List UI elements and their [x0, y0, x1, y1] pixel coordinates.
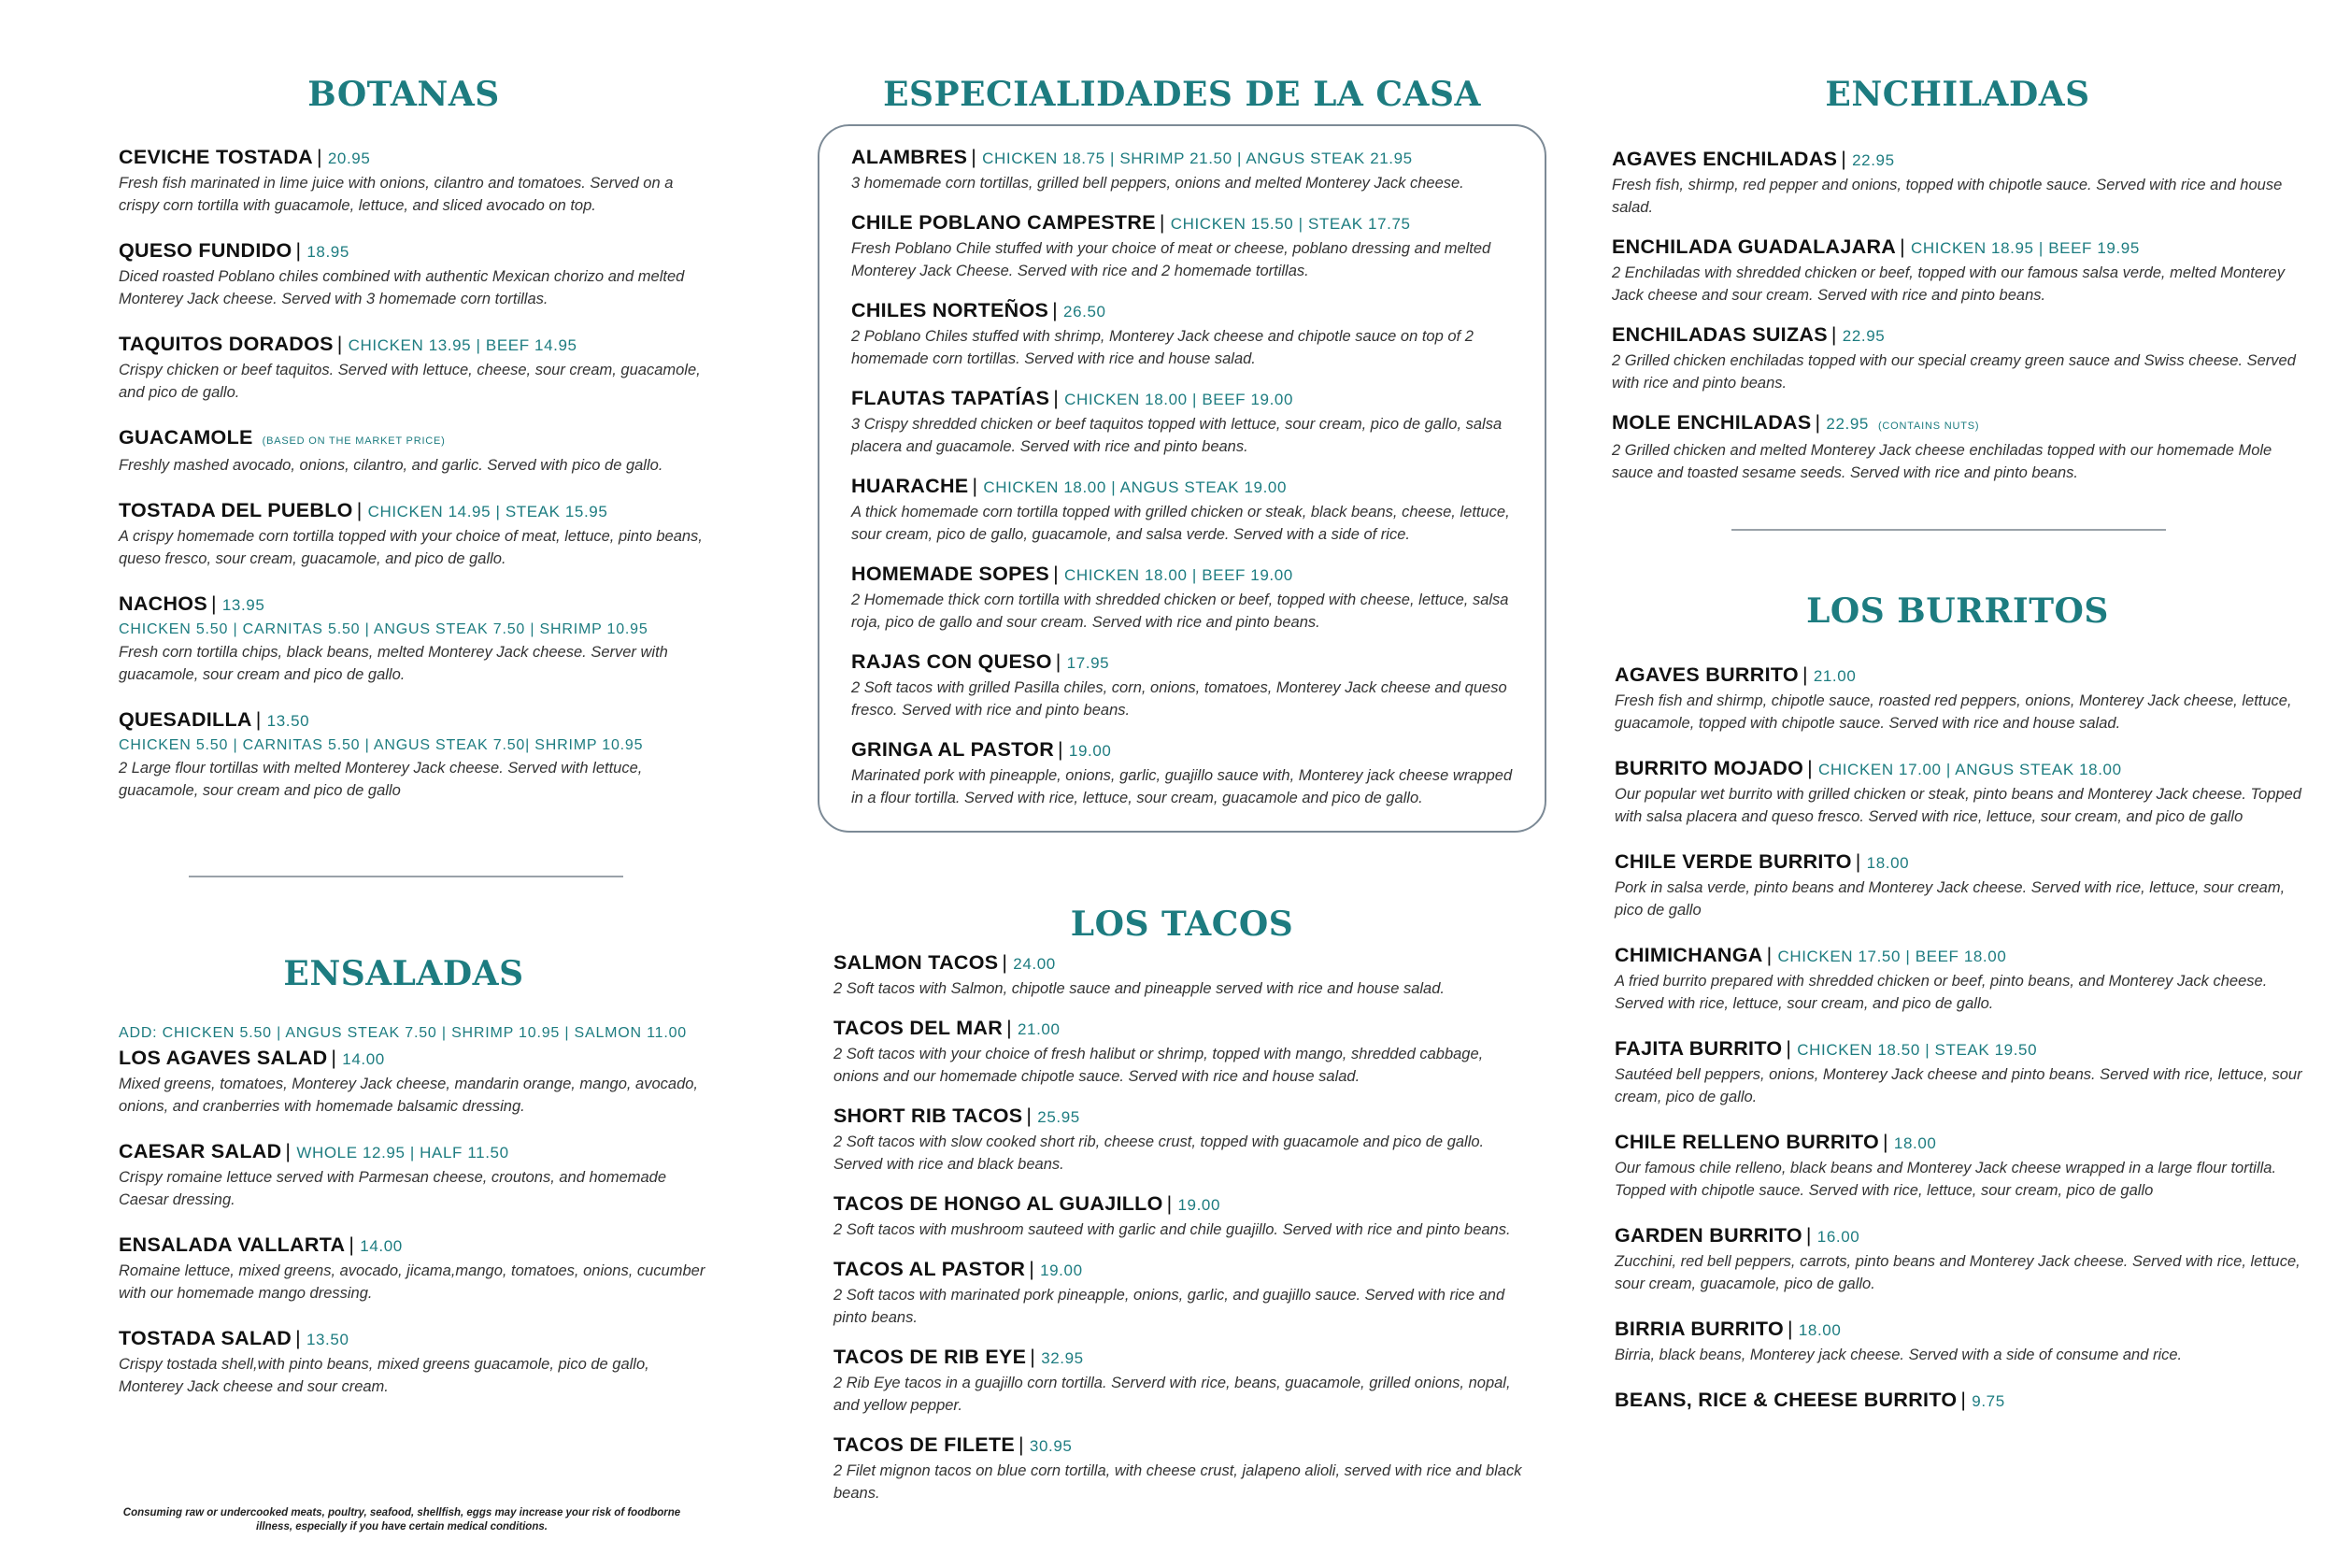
menu-item — [119, 144, 717, 217]
menu-item-price: 22.95 — [1852, 151, 1895, 169]
menu-item — [851, 297, 1524, 370]
divider — [189, 876, 623, 877]
separator: | — [349, 1233, 355, 1256]
menu-item-description: 2 Soft tacos with slow cooked short rib, cheese crust, topped with guacamole and pico de gallo. Served with rice and black beans. — [833, 1133, 1485, 1173]
menu-item-header — [833, 1256, 1525, 1284]
menu-item-description: Fresh fish and shirmp, chipotle sauce, roasted red peppers, onions, Monterey Jack cheese, lettuce, guacamole, topped with chipotle sauce. Served with rice and house salad. — [1615, 692, 2292, 732]
menu-item-price: 26.50 — [1063, 303, 1106, 321]
menu-item-name: MOLE ENCHILADAS — [1612, 411, 1812, 434]
menu-item-price: 30.95 — [1029, 1437, 1073, 1455]
menu-item-header — [119, 331, 717, 359]
menu-item-description: Our famous chile relleno, black beans and Monterey Jack cheese wrapped in a large flour tortilla. Topped with chipotle sauce. Served with rice, lettuce, sour cream, pico de gallo — [1615, 1160, 2277, 1199]
separator: | — [1900, 235, 1905, 258]
menu-item — [119, 1138, 717, 1211]
menu-item-name: CHILE VERDE BURRITO — [1615, 850, 1852, 873]
menu-item — [119, 1232, 717, 1304]
divider — [1731, 529, 2166, 531]
separator: | — [1960, 1389, 1967, 1411]
footer-disclaimer: Consuming raw or undercooked meats, poultry, seafood, shellfish, eggs may increase your risk of foodborne illness, especially if you have certain medical conditions. — [122, 1507, 681, 1532]
menu-item-header — [851, 561, 1524, 589]
menu-item — [119, 237, 717, 310]
menu-item-header — [851, 736, 1524, 764]
menu-item-name: TAQUITOS DORADOS — [119, 333, 334, 355]
menu-item-name: NACHOS — [119, 592, 207, 615]
menu-item-price: 22.95 — [1826, 415, 1869, 433]
menu-item — [119, 331, 717, 404]
menu-item-description: 2 Soft tacos with grilled Pasilla chiles, corn, onions, tomatoes, Monterey Jack cheese and queso fresco. Served with rice and pinto beans. — [851, 679, 1507, 719]
menu-item — [1615, 942, 2315, 1015]
menu-item-note: (BASED ON THE MARKET PRICE) — [262, 435, 446, 447]
menu-item — [1615, 848, 2315, 921]
menu-item-name: TACOS DE RIB EYE — [833, 1346, 1027, 1368]
menu-item-price: 13.95 — [221, 596, 265, 614]
tacos-heading: LOS TACOS — [1070, 905, 1294, 944]
ensaladas-section — [119, 1022, 717, 1418]
menu-item-price: 18.00 — [1798, 1321, 1842, 1339]
menu-item-price: 32.95 — [1041, 1349, 1084, 1367]
menu-item-name: ENSALADA VALLARTA — [119, 1233, 346, 1256]
menu-item-price: CHICKEN 14.95 | STEAK 15.95 — [367, 503, 608, 520]
menu-item-name: TACOS DEL MAR — [833, 1017, 1004, 1039]
menu-item — [833, 1432, 1525, 1504]
menu-item-price: CHICKEN 18.00 | ANGUS STEAK 19.00 — [983, 478, 1288, 496]
menu-item-price: 9.75 — [1972, 1392, 2005, 1410]
separator: | — [295, 1327, 301, 1349]
menu-item-description: Fresh corn tortilla chips, black beans, melted Monterey Jack cheese. Server with guacamole, sour cream and pico de gallo. — [119, 644, 668, 683]
menu-item-header — [119, 144, 717, 172]
menu-item-price: 18.95 — [306, 243, 349, 261]
menu-item-header — [119, 591, 717, 619]
separator: | — [1006, 1017, 1012, 1039]
ensaladas-list — [119, 1045, 717, 1398]
separator: | — [1018, 1433, 1024, 1456]
menu-item-description: 2 Soft tacos with marinated pork pineapple, onions, garlic, and guajillo sauce. Served with rice and pinto beans. — [833, 1287, 1505, 1326]
menu-item-description: Our popular wet burrito with grilled chicken or steak, pinto beans and Monterey Jack cheese. Topped with salsa placera and queso fresco. Served with rice, lettuce, sour cream, and pico de gallo — [1615, 786, 2301, 825]
menu-item-price: 25.95 — [1037, 1108, 1080, 1126]
menu-item-header — [851, 473, 1524, 501]
menu-item-description: A crispy homemade corn tortilla topped with your choice of meat, lettuce, pinto beans, queso fresco, sour cream, guacamole, and pico de gallo. — [119, 528, 703, 567]
menu-item-price: CHICKEN 17.00 | ANGUS STEAK 18.00 — [1817, 761, 2122, 778]
menu-item-header — [851, 649, 1524, 677]
menu-item-name: RAJAS CON QUESO — [851, 650, 1052, 673]
menu-item-name: AGAVES ENCHILADAS — [1612, 148, 1838, 170]
menu-item-description: 2 Poblano Chiles stuffed with shrimp, Monterey Jack cheese and chipotle sauce on top of 2 homemade corn tortillas. Served with rice and house salad. — [851, 328, 1474, 367]
menu-item-header — [119, 497, 717, 525]
menu-item — [851, 649, 1524, 721]
menu-item-price: 18.00 — [1866, 854, 1910, 872]
menu-item-name: BIRRIA BURRITO — [1615, 1318, 1784, 1340]
menu-item — [1612, 234, 2303, 306]
separator: | — [1802, 663, 1808, 686]
menu-item-description: Crispy tostada shell,with pinto beans, mixed greens guacamole, pico de gallo, Monterey Jack cheese and sour cream. — [119, 1356, 649, 1395]
menu-item-description: Romaine lettuce, mixed greens, avocado, jicama,mango, tomatoes, onions, cucumber with our homemade mango dressing. — [119, 1262, 705, 1302]
menu-item-price: 17.95 — [1066, 654, 1110, 672]
menu-item — [833, 1015, 1525, 1088]
menu-item-description: 2 Grilled chicken enchiladas topped with our special creamy green sauce and Swiss cheese. Served with rice and pinto beans. — [1612, 352, 2296, 392]
menu-item-price: 20.95 — [327, 150, 371, 167]
menu-item-header — [1615, 1035, 2315, 1063]
menu-item-name: CAESAR SALAD — [119, 1140, 282, 1162]
menu-item-price: 24.00 — [1013, 955, 1056, 973]
menu-item-price: 22.95 — [1842, 327, 1886, 345]
menu-item-name: TACOS DE FILETE — [833, 1433, 1016, 1456]
separator: | — [972, 475, 978, 497]
menu-item-description: Crispy chicken or beef taquitos. Served with lettuce, cheese, sour cream, guacamole, and pico de gallo. — [119, 362, 701, 401]
menu-item-name: TACOS AL PASTOR — [833, 1258, 1026, 1280]
menu-item — [851, 473, 1524, 546]
menu-item-header — [1615, 1387, 2315, 1415]
menu-item — [1612, 321, 2303, 394]
menu-item-name: HUARACHE — [851, 475, 969, 497]
menu-item-price: CHICKEN 15.50 | STEAK 17.75 — [1170, 215, 1411, 233]
enchiladas-heading: ENCHILADAS — [1825, 75, 2090, 114]
menu-item-name: LOS AGAVES SALAD — [119, 1047, 328, 1069]
menu-item — [1612, 146, 2303, 219]
menu-item-addons: CHICKEN 5.50 | CARNITAS 5.50 | ANGUS STEAK 7.50 | SHRIMP 10.95 — [119, 621, 648, 637]
especialidades-heading: ESPECIALIDADES DE LA CASA — [883, 75, 1481, 114]
menu-item-description: 2 Large flour tortillas with melted Monterey Jack cheese. Served with lettuce, guacamole, sour cream and pico de gallo — [119, 760, 643, 799]
separator: | — [1815, 411, 1821, 434]
enchiladas-list — [1612, 146, 2303, 499]
menu-item-name: TACOS DE HONGO AL GUAJILLO — [833, 1192, 1163, 1215]
menu-item-header — [833, 1103, 1525, 1131]
menu-item-header — [119, 1045, 717, 1073]
menu-item-name: ENCHILADAS SUIZAS — [1612, 323, 1828, 346]
separator: | — [1055, 650, 1061, 673]
botanas-heading: BOTANAS — [307, 75, 500, 114]
menu-item-description: Zucchini, red bell peppers, carrots, pinto beans and Monterey Jack cheese. Served with rice, lettuce, sour cream, guacamole, pico de gallo. — [1615, 1253, 2300, 1292]
menu-item — [833, 949, 1525, 1000]
menu-item-description: Fresh Poblano Chile stuffed with your choice of meat or cheese, poblano dressing and melted Monterey Jack Cheese. Served with rice and 2 homemade tortillas. — [851, 240, 1491, 279]
tacos-list — [833, 949, 1525, 1519]
menu-item-price: WHOLE 12.95 | HALF 11.50 — [296, 1144, 509, 1162]
menu-item-name: BEANS, RICE & CHEESE BURRITO — [1615, 1389, 1958, 1411]
separator: | — [1830, 323, 1837, 346]
especialidades-list — [851, 144, 1524, 824]
menu-item-description: Mixed greens, tomatoes, Monterey Jack cheese, mandarin orange, mango, avocado, onions, and cranberries with homemade balsamic dressing. — [119, 1076, 699, 1115]
menu-item-header — [1615, 1316, 2315, 1344]
menu-item-price: 19.00 — [1040, 1262, 1083, 1279]
menu-item-header — [833, 1015, 1525, 1043]
menu-item-description: 2 Rib Eye tacos in a guajillo corn tortilla. Serverd with rice, beans, guacamole, grilled onions, nopal, and yellow pepper. — [833, 1375, 1511, 1414]
menu-item — [119, 1325, 717, 1398]
menu-item — [119, 706, 717, 802]
separator: | — [336, 333, 343, 355]
separator: | — [1766, 944, 1773, 966]
separator: | — [1002, 951, 1008, 974]
menu-item-header — [119, 424, 717, 454]
menu-item-name: BURRITO MOJADO — [1615, 757, 1804, 779]
menu-item-header — [851, 144, 1524, 172]
separator: | — [1053, 387, 1060, 409]
menu-item-header — [119, 1138, 717, 1166]
menu-item-description: Crispy romaine lettuce served with Parmesan cheese, croutons, and homemade Caesar dressing. — [119, 1169, 667, 1208]
menu-item-description: 3 homemade corn tortillas, grilled bell peppers, onions and melted Monterey Jack cheese. — [851, 175, 1464, 192]
menu-item-description: Pork in salsa verde, pinto beans and Monterey Jack cheese. Served with rice, lettuce, sour cream, pico de gallo — [1615, 879, 2286, 919]
menu-item-name: CHIMICHANGA — [1615, 944, 1763, 966]
menu-item — [1615, 1387, 2315, 1415]
menu-item-name: TOSTADA DEL PUEBLO — [119, 499, 353, 521]
menu-item-price: CHICKEN 13.95 | BEEF 14.95 — [348, 336, 577, 354]
menu-item-price: CHICKEN 18.95 | BEEF 19.95 — [1911, 239, 2140, 257]
menu-item-name: ALAMBRES — [851, 146, 968, 168]
menu-item — [833, 1103, 1525, 1176]
menu-item-header — [1612, 234, 2303, 262]
separator: | — [1841, 148, 1847, 170]
menu-item-name: SALMON TACOS — [833, 951, 999, 974]
menu-item-name: QUESO FUNDIDO — [119, 239, 292, 262]
menu-item-header — [119, 237, 717, 265]
menu-item-header — [1612, 321, 2303, 349]
menu-item — [851, 144, 1524, 194]
menu-item — [119, 424, 717, 477]
menu-item — [833, 1344, 1525, 1417]
menu-item-header — [851, 385, 1524, 413]
menu-item — [1612, 409, 2303, 484]
menu-item-price: 13.50 — [266, 712, 310, 730]
menu-item-name: GRINGA AL PASTOR — [851, 738, 1055, 761]
menu-item-description: Marinated pork with pineapple, onions, garlic, guajillo sauce with, Monterey jack cheese wrapped in a flour tortilla. Served with rice, lettuce, sour cream, guacamole and pico de gallo. — [851, 767, 1513, 806]
menu-item-description: 2 Homemade thick corn tortilla with shredded chicken or beef, topped with cheese, lettuce, salsa roja, pico de gallo and sour cream. Served with rice and pinto beans. — [851, 592, 1509, 631]
menu-item — [1615, 1316, 2315, 1366]
menu-item-price: CHICKEN 18.00 | BEEF 19.00 — [1063, 566, 1293, 584]
separator: | — [295, 239, 302, 262]
menu-item-description: Sautéed bell peppers, onions, Monterey Jack cheese and pinto beans. Served with rice, lettuce, sour cream, pico de gallo. — [1615, 1066, 2302, 1105]
menu-item-name: GUACAMOLE — [119, 426, 253, 449]
separator: | — [316, 146, 322, 168]
menu-item-description: Fresh fish, shirmp, red pepper and onions, topped with chipotle sauce. Served with rice and house salad. — [1612, 177, 2283, 216]
separator: | — [1166, 1192, 1173, 1215]
menu-item-price: 18.00 — [1893, 1134, 1937, 1152]
separator: | — [1030, 1346, 1036, 1368]
menu-item-name: TOSTADA SALAD — [119, 1327, 292, 1349]
menu-item-description: 2 Soft tacos with your choice of fresh halibut or shrimp, topped with mango, shredded cabbage, onions and our homemade chipotle sauce. Served with rice and house salad. — [833, 1046, 1484, 1085]
menu-item-name: AGAVES BURRITO — [1615, 663, 1799, 686]
menu-item-description: A fried burrito prepared with shredded chicken or beef, pinto beans, and Monterey Jack cheese. Served with rice, lettuce, sour cream, and pico de gallo. — [1615, 973, 2268, 1012]
menu-item-note: (CONTAINS NUTS) — [1877, 421, 1980, 432]
menu-item — [119, 591, 717, 686]
menu-item-description: 3 Crispy shredded chicken or beef taquitos topped with lettuce, sour cream, pico de gallo, salsa placera and guacamole. Served with rice and pinto beans. — [851, 416, 1503, 455]
menu-item-name: CEVICHE TOSTADA — [119, 146, 313, 168]
menu-item-description: 2 Soft tacos with mushroom sauteed with garlic and chile guajillo. Served with rice and pinto beans. — [833, 1221, 1511, 1238]
separator: | — [1058, 738, 1063, 761]
ensaladas-addon: ADD: CHICKEN 5.50 | ANGUS STEAK 7.50 | SHRIMP 10.95 | SALMON 11.00 — [119, 1025, 688, 1041]
separator: | — [285, 1140, 292, 1162]
separator: | — [210, 592, 217, 615]
botanas-list — [119, 144, 717, 822]
menu-item — [1615, 1129, 2315, 1202]
menu-item-header — [119, 1325, 717, 1353]
menu-item-name: HOMEMADE SOPES — [851, 563, 1050, 585]
menu-item-name: FLAUTAS TAPATÍAS — [851, 387, 1050, 409]
menu-item-description: A thick homemade corn tortilla topped with grilled chicken or steak, black beans, cheese, lettuce, sour cream, pico de gallo, guacamole, and salsa verde. Served with a side of rice. — [851, 504, 1510, 543]
ensaladas-heading: ENSALADAS — [283, 954, 524, 993]
menu-item-price: 19.00 — [1068, 742, 1112, 760]
menu-item-price: CHICKEN 18.75 | SHRIMP 21.50 | ANGUS STEAK 21.95 — [982, 150, 1413, 167]
menu-item — [119, 497, 717, 570]
separator: | — [1029, 1258, 1035, 1280]
separator: | — [1805, 1224, 1812, 1247]
menu-item-header — [1615, 1129, 2315, 1157]
menu-item-header — [1612, 409, 2303, 439]
menu-item-header — [1615, 755, 2315, 783]
menu-item-price: 21.00 — [1017, 1020, 1061, 1038]
separator: | — [1053, 563, 1059, 585]
menu-item-price: CHICKEN 17.50 | BEEF 18.00 — [1777, 948, 2007, 965]
menu-item-name: CHILES NORTEÑOS — [851, 299, 1049, 321]
menu-item-name: QUESADILLA — [119, 708, 252, 731]
menu-item — [851, 736, 1524, 809]
menu-item — [833, 1190, 1525, 1241]
menu-item-price: 19.00 — [1177, 1196, 1221, 1214]
separator: | — [1786, 1037, 1792, 1060]
menu-item-description: 2 Enchiladas with shredded chicken or beef, topped with our famous salsa verde, melted Monterey Jack cheese and sour cream. Served with rice and pinto beans. — [1612, 264, 2285, 304]
menu-item-header — [119, 706, 717, 734]
menu-item — [119, 1045, 717, 1118]
separator: | — [1159, 211, 1165, 234]
menu-item-description: Birria, black beans, Monterey jack cheese. Served with a side of consume and rice. — [1615, 1347, 2183, 1363]
separator: | — [971, 146, 977, 168]
menu-item-price: 21.00 — [1813, 667, 1857, 685]
menu-item — [851, 561, 1524, 634]
separator: | — [331, 1047, 337, 1069]
menu-item-header — [851, 209, 1524, 237]
menu-item-name: GARDEN BURRITO — [1615, 1224, 1802, 1247]
separator: | — [1052, 299, 1059, 321]
menu-item — [1615, 1222, 2315, 1295]
menu-item-name: ENCHILADA GUADALAJARA — [1612, 235, 1897, 258]
menu-item-description: Fresh fish marinated in lime juice with onions, cilantro and tomatoes. Served on a crispy corn tortilla with guacamole, lettuce, and sliced avocado on top. — [119, 175, 674, 214]
menu-item-header — [1615, 942, 2315, 970]
menu-item-description: 2 Grilled chicken and melted Monterey Jack cheese enchiladas topped with our homemade Mole sauce and toasted sesame seeds. Served with rice and pinto beans. — [1612, 442, 2272, 481]
separator: | — [255, 708, 262, 731]
separator: | — [1026, 1105, 1033, 1127]
menu-item-header — [833, 1344, 1525, 1372]
menu-item-price: 16.00 — [1816, 1228, 1860, 1246]
menu-item-name: SHORT RIB TACOS — [833, 1105, 1023, 1127]
menu-item-header — [851, 297, 1524, 325]
menu-item-header — [1615, 662, 2315, 690]
menu-item-description: 2 Soft tacos with Salmon, chipotle sauce and pineapple served with rice and house salad. — [833, 980, 1445, 997]
menu-item-header — [1615, 848, 2315, 877]
menu-item-description: Diced roasted Poblano chiles combined with authentic Mexican chorizo and melted Monterey Jack cheese. Served with 3 homemade corn tortillas. — [119, 268, 685, 307]
menu-item-name: CHILE RELLENO BURRITO — [1615, 1131, 1880, 1153]
menu-item — [851, 209, 1524, 282]
separator: | — [356, 499, 363, 521]
menu-item — [833, 1256, 1525, 1329]
separator: | — [1855, 850, 1861, 873]
menu-item-header — [833, 1432, 1525, 1460]
menu-item-header — [119, 1232, 717, 1260]
menu-item — [1615, 662, 2315, 734]
menu-item-price: 14.00 — [342, 1050, 385, 1068]
menu-item-description: Freshly mashed avocado, onions, cilantro, and garlic. Served with pico de gallo. — [119, 457, 663, 474]
menu-item-addons: CHICKEN 5.50 | CARNITAS 5.50 | ANGUS STEAK 7.50| SHRIMP 10.95 — [119, 737, 644, 753]
menu-item-name: CHILE POBLANO CAMPESTRE — [851, 211, 1156, 234]
menu-item — [1615, 1035, 2315, 1108]
menu-item-price: 13.50 — [306, 1331, 349, 1348]
menu-item-price: 14.00 — [360, 1237, 403, 1255]
separator: | — [1883, 1131, 1888, 1153]
menu-item — [851, 385, 1524, 458]
menu-item-header — [1615, 1222, 2315, 1250]
separator: | — [1807, 757, 1813, 779]
menu-item-name: FAJITA BURRITO — [1615, 1037, 1783, 1060]
burritos-list — [1615, 662, 2315, 1435]
menu-item-header — [833, 1190, 1525, 1219]
separator: | — [1787, 1318, 1793, 1340]
menu-item-header — [833, 949, 1525, 977]
menu-item — [1615, 755, 2315, 828]
menu-item-price: CHICKEN 18.00 | BEEF 19.00 — [1064, 391, 1294, 408]
menu-item-description: 2 Filet mignon tacos on blue corn tortilla, with cheese crust, jalapeno alioli, served with rice and black beans. — [833, 1462, 1522, 1502]
burritos-heading: LOS BURRITOS — [1806, 592, 2109, 631]
menu-item-header — [1612, 146, 2303, 174]
menu-item-price: CHICKEN 18.50 | STEAK 19.50 — [1797, 1041, 2038, 1059]
